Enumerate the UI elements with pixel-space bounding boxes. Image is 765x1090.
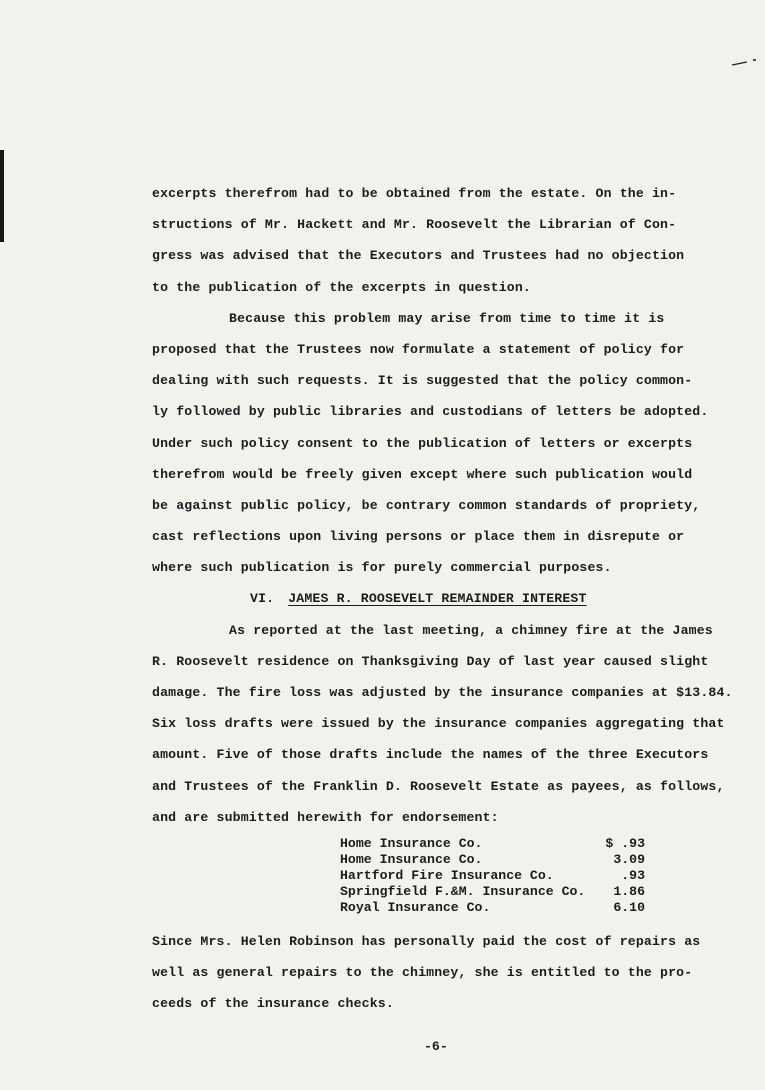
company-cell: Home Insurance Co. bbox=[340, 852, 483, 867]
section-heading bbox=[152, 583, 727, 614]
text-line: and are submitted herewith for endorsement: bbox=[152, 809, 499, 825]
insurance-drafts-table bbox=[340, 836, 650, 916]
scan-edge-mark bbox=[0, 150, 4, 242]
text-line: and Trustees of the Franklin D. Roosevelt Estate as payees, as follows, bbox=[152, 778, 725, 794]
text-line: where such publication is for purely commercial purposes. bbox=[152, 560, 612, 576]
paragraph-robinson bbox=[152, 926, 727, 1020]
text-line: damage. The fire loss was adjusted by the insurance companies at $13.84. bbox=[152, 685, 733, 700]
text-line: proposed that the Trustees now formulate a statement of policy for bbox=[152, 341, 685, 357]
paragraph-policy bbox=[152, 303, 727, 584]
text-line: be against public policy, be contrary common standards of propriety, bbox=[152, 497, 701, 513]
table-row bbox=[340, 884, 650, 900]
text-line: Since Mrs. Helen Robinson has personally paid the cost of repairs as bbox=[152, 934, 701, 949]
company-cell: Springfield F.&M. Insurance Co. bbox=[340, 884, 586, 899]
text-line: Because this problem may arise from time to time it is bbox=[229, 310, 665, 326]
text-line: gress was advised that the Executors and Trustees had no objection bbox=[152, 248, 685, 264]
text-line: to the publication of the excerpts in question. bbox=[152, 279, 531, 295]
text-line: well as general repairs to the chimney, she is entitled to the pro- bbox=[152, 965, 693, 981]
table-row bbox=[340, 852, 650, 868]
text-line: excerpts therefrom had to be obtained from the estate. On the in- bbox=[152, 186, 677, 201]
text-line: R. Roosevelt residence on Thanksgiving Day of last year caused slight bbox=[152, 653, 709, 669]
amount-cell: $ .93 bbox=[605, 836, 645, 851]
main-text bbox=[152, 178, 733, 833]
table-row bbox=[340, 836, 650, 852]
page-number: -6- bbox=[424, 1039, 448, 1054]
company-cell: Hartford Fire Insurance Co. bbox=[340, 868, 554, 883]
text-line: As reported at the last meeting, a chimney fire at the James bbox=[229, 622, 713, 638]
text-line: ly followed by public libraries and custodians of letters be adopted. bbox=[152, 404, 709, 420]
company-cell: Home Insurance Co. bbox=[340, 836, 483, 851]
text-line: ceeds of the insurance checks. bbox=[152, 996, 394, 1012]
table-row bbox=[340, 868, 650, 884]
text-line: amount. Five of those drafts include the names of the three Executors bbox=[152, 747, 709, 763]
text-line: Six loss drafts were issued by the insurance companies aggregating that bbox=[152, 716, 725, 732]
text-line: Under such policy consent to the publication of letters or excerpts bbox=[152, 435, 693, 451]
section-number: VI. bbox=[250, 591, 275, 607]
paragraph-chimney-fire bbox=[152, 615, 733, 833]
table-row bbox=[340, 900, 650, 916]
text-line: structions of Mr. Hackett and Mr. Roosevelt the Librarian of Con- bbox=[152, 217, 677, 233]
section-title: JAMES R. ROOSEVELT REMAINDER INTEREST bbox=[288, 591, 587, 607]
text-line: therefrom would be freely given except where such publication would bbox=[152, 466, 693, 482]
company-cell: Royal Insurance Co. bbox=[340, 900, 491, 915]
paragraph-excerpts bbox=[152, 178, 727, 303]
amount-cell: 3.09 bbox=[613, 852, 645, 867]
amount-cell: .93 bbox=[621, 868, 645, 883]
margin-pen-mark bbox=[731, 57, 765, 69]
amount-cell: 1.86 bbox=[613, 884, 645, 899]
amount-cell: 6.10 bbox=[613, 900, 645, 915]
text-line: dealing with such requests. It is suggested that the policy common- bbox=[152, 373, 693, 389]
text-line: cast reflections upon living persons or place them in disrepute or bbox=[152, 529, 685, 545]
